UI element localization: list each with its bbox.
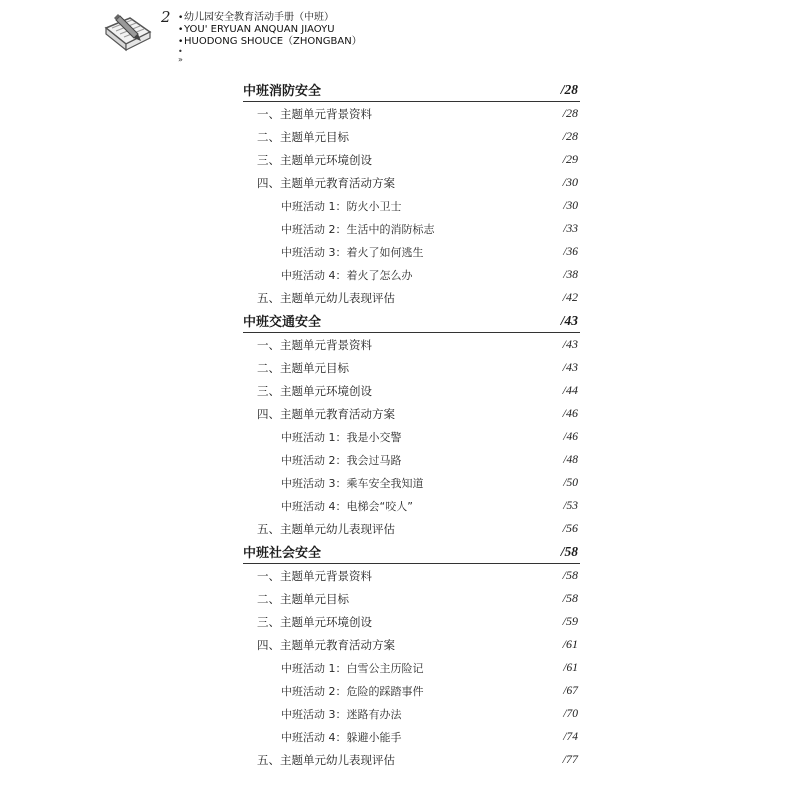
toc-entry-title: 中班交通安全 xyxy=(243,315,322,330)
toc-activity[interactable] xyxy=(243,494,580,517)
toc-entry-page: /58 xyxy=(562,568,578,582)
book-title-cn: 幼儿园安全教育活动手册（中班） xyxy=(184,12,334,23)
toc-entry-title: 四、主题单元教育活动方案 xyxy=(257,406,395,421)
toc-activity[interactable] xyxy=(243,471,580,494)
toc-section[interactable] xyxy=(243,402,580,425)
table-of-contents xyxy=(243,78,580,771)
toc-entry-page: /29 xyxy=(562,152,578,166)
toc-entry-title: 四、主题单元教育活动方案 xyxy=(257,637,395,652)
toc-entry-title: 中班活动 1：白雪公主历险记 xyxy=(281,661,424,675)
toc-section[interactable] xyxy=(243,564,580,587)
bullet-dot: • xyxy=(178,13,184,23)
toc-chapter[interactable] xyxy=(243,78,580,102)
toc-entry-page: /53 xyxy=(563,499,578,512)
toc-entry-title: 中班活动 3：迷路有办法 xyxy=(281,707,402,721)
toc-entry-title: 三、主题单元环境创设 xyxy=(257,383,372,398)
toc-entry-title: 中班消防安全 xyxy=(243,84,322,99)
toc-section[interactable] xyxy=(243,333,580,356)
toc-entry-page: /59 xyxy=(562,614,578,628)
toc-entry-title: 五、主题单元幼儿表现评估 xyxy=(257,752,395,767)
toc-entry-page: /46 xyxy=(563,430,578,443)
toc-entry-title: 中班活动 2：危险的踩踏事件 xyxy=(281,684,424,698)
toc-activity[interactable] xyxy=(243,725,580,748)
header-line-pinyin-2 xyxy=(178,36,362,48)
toc-activity[interactable] xyxy=(243,217,580,240)
toc-entry-page: /58 xyxy=(560,543,578,559)
toc-entry-title: 五、主题单元幼儿表现评估 xyxy=(257,290,395,305)
toc-section[interactable] xyxy=(243,148,580,171)
toc-section[interactable] xyxy=(243,748,580,771)
toc-entry-title: 中班活动 1：防火小卫士 xyxy=(281,199,402,213)
toc-entry-page: /56 xyxy=(562,521,578,535)
notebook-pencil-icon xyxy=(100,10,156,54)
toc-entry-page: /58 xyxy=(562,591,578,605)
toc-entry-page: /43 xyxy=(562,360,578,374)
toc-section[interactable] xyxy=(243,610,580,633)
toc-entry-page: /46 xyxy=(562,406,578,420)
toc-entry-page: /43 xyxy=(562,337,578,351)
page-number: 2 xyxy=(161,8,171,26)
toc-chapter[interactable] xyxy=(243,540,580,564)
toc-entry-title: 中班活动 3：着火了如何逃生 xyxy=(281,245,424,259)
toc-entry-title: 一、主题单元背景资料 xyxy=(257,568,372,583)
toc-section[interactable] xyxy=(243,171,580,194)
toc-entry-title: 二、主题单元目标 xyxy=(257,591,349,606)
toc-section[interactable] xyxy=(243,517,580,540)
toc-section[interactable] xyxy=(243,379,580,402)
toc-entry-page: /30 xyxy=(562,175,578,189)
toc-entry-page: /77 xyxy=(562,752,578,766)
toc-entry-page: /48 xyxy=(563,453,578,466)
toc-entry-title: 四、主题单元教育活动方案 xyxy=(257,175,395,190)
toc-chapter[interactable] xyxy=(243,309,580,333)
book-title-pinyin-1: YOU' ERYUAN ANQUAN JIAOYU xyxy=(184,24,335,35)
toc-entry-title: 中班活动 2：我会过马路 xyxy=(281,453,402,467)
toc-entry-page: /50 xyxy=(563,476,578,489)
toc-entry-title: 中班活动 3：乘车安全我知道 xyxy=(281,476,424,490)
toc-entry-title: 中班活动 4：着火了怎么办 xyxy=(281,268,413,282)
toc-activity[interactable] xyxy=(243,240,580,263)
header-line-pinyin-1 xyxy=(178,24,362,36)
toc-entry-title: 二、主题单元目标 xyxy=(257,129,349,144)
toc-entry-page: /61 xyxy=(562,637,578,651)
toc-entry-title: 中班活动 4：躲避小能手 xyxy=(281,730,402,744)
toc-activity[interactable] xyxy=(243,194,580,217)
toc-entry-title: 中班活动 1：我是小交警 xyxy=(281,430,402,444)
running-header xyxy=(178,12,362,48)
toc-entry-title: 三、主题单元环境创设 xyxy=(257,614,372,629)
toc-entry-title: 中班活动 2：生活中的消防标志 xyxy=(281,222,435,236)
chevron-down-icon: • » xyxy=(178,47,183,64)
toc-entry-page: /43 xyxy=(560,312,578,328)
toc-entry-page: /42 xyxy=(562,290,578,304)
toc-entry-title: 二、主题单元目标 xyxy=(257,360,349,375)
toc-activity[interactable] xyxy=(243,263,580,286)
toc-entry-page: /28 xyxy=(560,81,578,97)
toc-activity[interactable] xyxy=(243,656,580,679)
toc-entry-title: 三、主题单元环境创设 xyxy=(257,152,372,167)
toc-entry-page: /44 xyxy=(562,383,578,397)
toc-entry-page: /70 xyxy=(563,707,578,720)
toc-activity[interactable] xyxy=(243,425,580,448)
toc-entry-title: 中班社会安全 xyxy=(243,546,322,561)
book-title-pinyin-2: HUODONG SHOUCE（ZHONGBAN） xyxy=(184,36,362,47)
toc-activity[interactable] xyxy=(243,679,580,702)
toc-entry-title: 一、主题单元背景资料 xyxy=(257,337,372,352)
toc-section[interactable] xyxy=(243,633,580,656)
toc-entry-page: /38 xyxy=(563,268,578,281)
toc-activity[interactable] xyxy=(243,448,580,471)
toc-entry-page: /30 xyxy=(563,199,578,212)
toc-entry-title: 五、主题单元幼儿表现评估 xyxy=(257,521,395,536)
toc-entry-page: /61 xyxy=(563,661,578,674)
header-line-cn xyxy=(178,12,362,24)
toc-section[interactable] xyxy=(243,356,580,379)
toc-entry-page: /33 xyxy=(563,222,578,235)
toc-entry-page: /36 xyxy=(563,245,578,258)
toc-section[interactable] xyxy=(243,286,580,309)
bullet-dot: • xyxy=(178,37,184,47)
toc-section[interactable] xyxy=(243,587,580,610)
toc-entry-title: 一、主题单元背景资料 xyxy=(257,106,372,121)
toc-entry-page: /74 xyxy=(563,730,578,743)
toc-entry-page: /28 xyxy=(562,106,578,120)
toc-entry-title: 中班活动 4：电梯会“咬人” xyxy=(281,499,413,513)
bullet-dot: • xyxy=(178,25,184,35)
toc-section[interactable] xyxy=(243,125,580,148)
toc-section[interactable] xyxy=(243,102,580,125)
toc-entry-page: /67 xyxy=(563,684,578,697)
toc-entry-page: /28 xyxy=(562,129,578,143)
toc-activity[interactable] xyxy=(243,702,580,725)
